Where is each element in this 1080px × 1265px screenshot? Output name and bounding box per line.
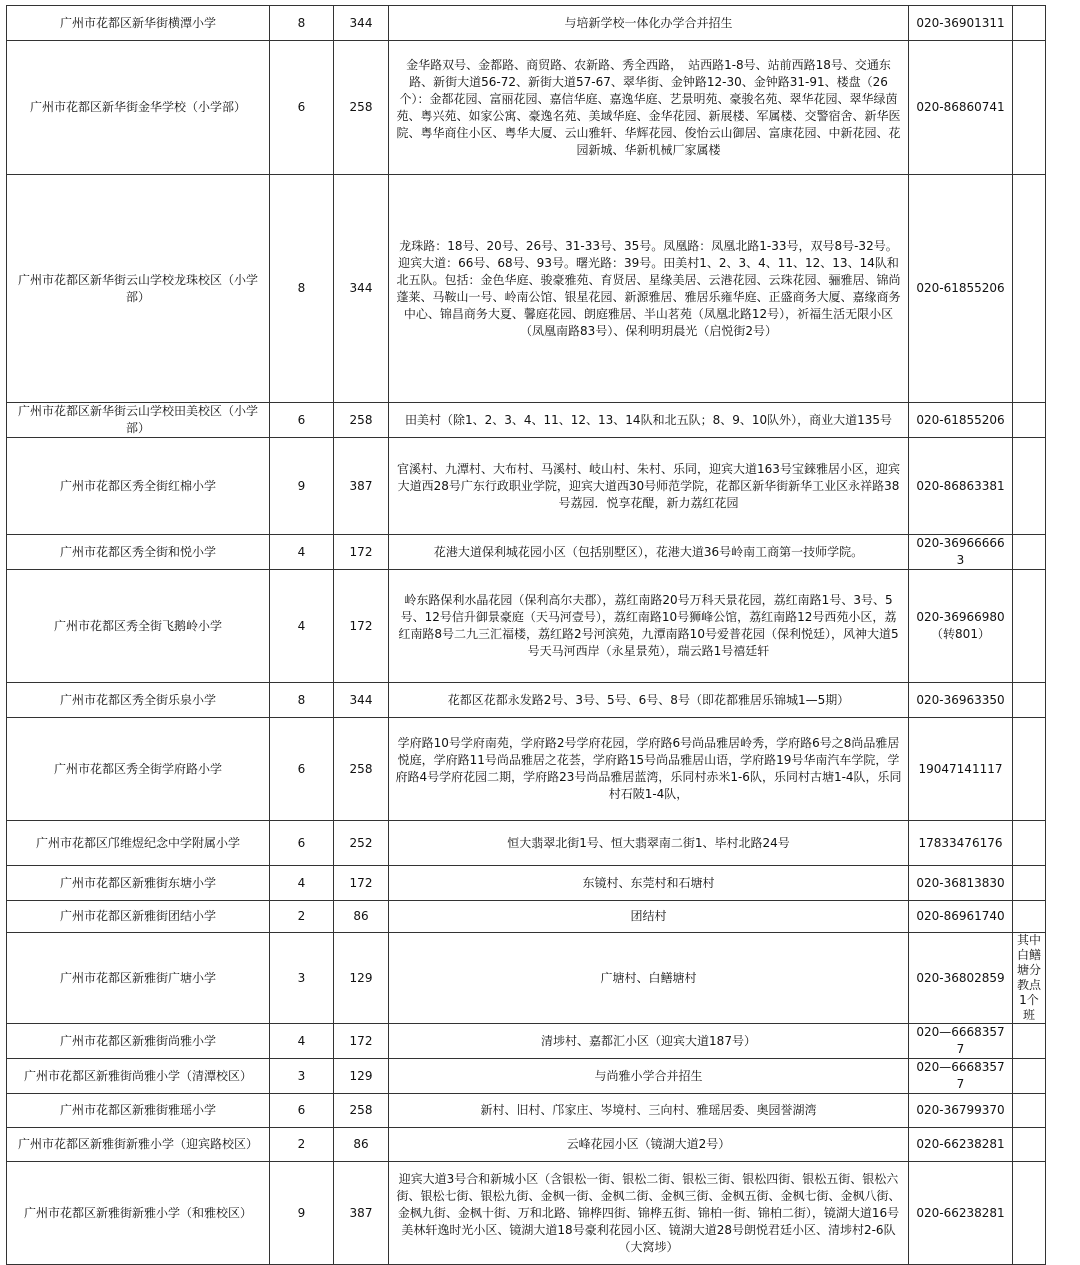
class-count-cell: 3 xyxy=(270,1059,334,1094)
note-cell xyxy=(1013,570,1046,683)
note-cell xyxy=(1013,1059,1046,1094)
enrollment-area-cell: 清埗村、嘉都汇小区（迎宾大道187号） xyxy=(389,1024,909,1059)
table-row xyxy=(7,683,1046,718)
student-count-cell: 258 xyxy=(334,403,389,438)
note-cell xyxy=(1013,1024,1046,1059)
note-cell xyxy=(1013,6,1046,41)
table-row xyxy=(7,535,1046,570)
note-cell xyxy=(1013,901,1046,933)
phone-cell: 020-86961740 xyxy=(909,901,1013,933)
student-count-cell: 172 xyxy=(334,535,389,570)
table-row xyxy=(7,6,1046,41)
phone-cell: 020—66683577 xyxy=(909,1024,1013,1059)
enrollment-area-cell: 与培新学校一体化办学合并招生 xyxy=(389,6,909,41)
phone-cell: 020-66238281 xyxy=(909,1128,1013,1162)
table-row xyxy=(7,933,1046,1024)
school-name-cell: 广州市花都区新雅街新雅小学（和雅校区） xyxy=(7,1162,270,1265)
enrollment-area-cell: 花都区花都永发路2号、3号、5号、6号、8号（即花都雅居乐锦城1—5期） xyxy=(389,683,909,718)
enrollment-area-cell: 恒大翡翠北街1号、恒大翡翠南二街1、毕村北路24号 xyxy=(389,821,909,866)
student-count-cell: 86 xyxy=(334,1128,389,1162)
phone-cell: 020-36813830 xyxy=(909,866,1013,901)
table-row xyxy=(7,1128,1046,1162)
student-count-cell: 258 xyxy=(334,41,389,175)
enrollment-area-cell: 学府路10号学府南苑，学府路2号学府花园，学府路6号尚品雅居岭秀，学府路6号之8尚品雅居悦庭，学府路11号尚品雅居之花荟，学府路15号尚品雅居山语，学府路19号华南汽车学院，学府路4号学府花园二期，学府路23号尚品雅居蓝湾，乐同村赤米1-6队，乐同村古塘1-4队，乐同村石陂1-4队， xyxy=(389,718,909,821)
class-count-cell: 4 xyxy=(270,866,334,901)
enrollment-area-cell: 与尚雅小学合并招生 xyxy=(389,1059,909,1094)
school-enrollment-table xyxy=(6,5,1046,1265)
school-name-cell: 广州市花都区秀全街乐泉小学 xyxy=(7,683,270,718)
table-row xyxy=(7,901,1046,933)
enrollment-area-cell: 岭东路保利水晶花园（保利高尔夫郡），荔红南路20号万科天景花园，荔红南路1号、3号、5号、12号信升御景豪庭（天马河壹号），荔红南路10号狮峰公馆，荔红南路12号西苑小区，荔红南路8号二九三汇福楼，荔红路2号河滨苑，九潭南路10号爱普花园（保利悦廷），风神大道5号天马河西岸（永星景苑），瑞云路1号禧廷轩 xyxy=(389,570,909,683)
table-row xyxy=(7,1094,1046,1128)
student-count-cell: 387 xyxy=(334,438,389,535)
class-count-cell: 8 xyxy=(270,6,334,41)
student-count-cell: 344 xyxy=(334,683,389,718)
school-name-cell: 广州市花都区新华街横潭小学 xyxy=(7,6,270,41)
class-count-cell: 2 xyxy=(270,1128,334,1162)
phone-cell: 020-369666663 xyxy=(909,535,1013,570)
student-count-cell: 172 xyxy=(334,866,389,901)
class-count-cell: 4 xyxy=(270,1024,334,1059)
phone-cell: 19047141117 xyxy=(909,718,1013,821)
class-count-cell: 9 xyxy=(270,438,334,535)
school-name-cell: 广州市花都区新雅街尚雅小学（清潭校区） xyxy=(7,1059,270,1094)
phone-cell: 020-86860741 xyxy=(909,41,1013,175)
class-count-cell: 4 xyxy=(270,535,334,570)
school-name-cell: 广州市花都区新雅街尚雅小学 xyxy=(7,1024,270,1059)
student-count-cell: 344 xyxy=(334,175,389,403)
enrollment-area-cell: 东镜村、东莞村和石塘村 xyxy=(389,866,909,901)
phone-cell: 020-61855206 xyxy=(909,175,1013,403)
student-count-cell: 172 xyxy=(334,570,389,683)
table-row xyxy=(7,718,1046,821)
phone-cell: 020-66238281 xyxy=(909,1162,1013,1265)
note-cell xyxy=(1013,175,1046,403)
phone-cell: 020-36966980（转801） xyxy=(909,570,1013,683)
student-count-cell: 86 xyxy=(334,901,389,933)
note-cell xyxy=(1013,683,1046,718)
enrollment-area-cell: 迎宾大道3号合和新城小区（含银松一街、银松二街、银松三街、银松四街、银松五街、银松六街、银松七街、银松九街、金枫一街、金枫二街、金枫三街、金枫五街、金枫七街、金枫八街、金枫九街、金枫十街、万和北路、锦桦四街、锦桦五街、锦柏一街、锦柏二街），镜湖大道16号美林轩逸时光小区、镜湖大道18号豪利花园小区、镜湖大道28号朗悦君廷小区、清埗村2-6队（大窝埗） xyxy=(389,1162,909,1265)
phone-cell: 020-36901311 xyxy=(909,6,1013,41)
school-name-cell: 广州市花都区新华街云山学校龙珠校区（小学部） xyxy=(7,175,270,403)
class-count-cell: 8 xyxy=(270,683,334,718)
table-row xyxy=(7,821,1046,866)
student-count-cell: 258 xyxy=(334,718,389,821)
class-count-cell: 6 xyxy=(270,1094,334,1128)
table-row xyxy=(7,866,1046,901)
school-name-cell: 广州市花都区新雅街团结小学 xyxy=(7,901,270,933)
table-row xyxy=(7,1162,1046,1265)
school-name-cell: 广州市花都区新华街金华学校（小学部） xyxy=(7,41,270,175)
school-name-cell: 广州市花都区新雅街东塘小学 xyxy=(7,866,270,901)
note-cell xyxy=(1013,821,1046,866)
student-count-cell: 387 xyxy=(334,1162,389,1265)
student-count-cell: 258 xyxy=(334,1094,389,1128)
class-count-cell: 8 xyxy=(270,175,334,403)
enrollment-area-cell: 广塘村、白鳝塘村 xyxy=(389,933,909,1024)
table-row xyxy=(7,1024,1046,1059)
note-cell xyxy=(1013,41,1046,175)
table-row xyxy=(7,175,1046,403)
class-count-cell: 9 xyxy=(270,1162,334,1265)
class-count-cell: 6 xyxy=(270,821,334,866)
enrollment-area-cell: 花港大道保利城花园小区（包括别墅区），花港大道36号岭南工商第一技师学院。 xyxy=(389,535,909,570)
enrollment-area-cell: 金华路双号、金都路、商贸路、农新路、秀全西路， 站西路1-8号、站前西路18号、交通东路、新街大道56-72、新街大道57-67、翠华街、金钟路12-30、金钟路31-91、楼盘（26个）：金都花园、富丽花园、嘉信华庭、嘉逸华庭、艺景明苑、豪骏名苑、翠华花园、翠华绿茵苑、粤兴苑、如家公寓、豪逸名苑、美域华庭、金华花园、新展楼、军属楼、交警宿舍、新华医院、粤华商住小区、粤华大厦、云山雅轩、华辉花园、俊怡云山御居、富康花园、中新花园、花园新城、华新机械厂家属楼 xyxy=(389,41,909,175)
class-count-cell: 6 xyxy=(270,403,334,438)
class-count-cell: 3 xyxy=(270,933,334,1024)
school-name-cell: 广州市花都区秀全街和悦小学 xyxy=(7,535,270,570)
class-count-cell: 4 xyxy=(270,570,334,683)
note-cell: 其中白鳝塘分教点1个班 xyxy=(1013,933,1046,1024)
table-row xyxy=(7,570,1046,683)
school-name-cell: 广州市花都区秀全街红棉小学 xyxy=(7,438,270,535)
school-name-cell: 广州市花都区新华街云山学校田美校区（小学部） xyxy=(7,403,270,438)
table-row xyxy=(7,403,1046,438)
table-row xyxy=(7,1059,1046,1094)
enrollment-area-cell: 新村、旧村、邝家庄、岑境村、三向村、雅瑶居委、奥园誉湖湾 xyxy=(389,1094,909,1128)
school-name-cell: 广州市花都区秀全街学府路小学 xyxy=(7,718,270,821)
phone-cell: 020-36802859 xyxy=(909,933,1013,1024)
school-name-cell: 广州市花都区邝维煜纪念中学附属小学 xyxy=(7,821,270,866)
table-row xyxy=(7,41,1046,175)
note-cell xyxy=(1013,535,1046,570)
class-count-cell: 6 xyxy=(270,41,334,175)
school-name-cell: 广州市花都区秀全街飞鹅岭小学 xyxy=(7,570,270,683)
note-cell xyxy=(1013,1162,1046,1265)
note-cell xyxy=(1013,1128,1046,1162)
phone-cell: 17833476176 xyxy=(909,821,1013,866)
enrollment-area-cell: 龙珠路：18号、20号、26号、31-33号、35号。凤凰路：凤凰北路1-33号，双号8号-32号。迎宾大道：66号、68号、93号。曙光路：39号。田美村1、2、3、4、11、12、13、14队和北五队。包括：金色华庭、骏豪雅苑、育贤居、星缘美居、云港花园、云珠花园、骊雅居、锦尚蓬莱、马鞍山一号、岭南公馆、银星花园、新源雅居、雅居乐雍华庭、正盛商务大厦、嘉缘商务中心、锦昌商务大夏、馨庭花园、朗庭雅居、半山茗苑（凤凰北路12号），祈福生活无限小区（凤凰南路83号）、保利明玥晨光（启悦街2号） xyxy=(389,175,909,403)
school-name-cell: 广州市花都区新雅街新雅小学（迎宾路校区） xyxy=(7,1128,270,1162)
phone-cell: 020-36799370 xyxy=(909,1094,1013,1128)
note-cell xyxy=(1013,866,1046,901)
enrollment-area-cell: 团结村 xyxy=(389,901,909,933)
phone-cell: 020-86863381 xyxy=(909,438,1013,535)
table-row xyxy=(7,438,1046,535)
class-count-cell: 6 xyxy=(270,718,334,821)
phone-cell: 020—66683577 xyxy=(909,1059,1013,1094)
student-count-cell: 129 xyxy=(334,1059,389,1094)
student-count-cell: 129 xyxy=(334,933,389,1024)
student-count-cell: 172 xyxy=(334,1024,389,1059)
class-count-cell: 2 xyxy=(270,901,334,933)
student-count-cell: 252 xyxy=(334,821,389,866)
phone-cell: 020-61855206 xyxy=(909,403,1013,438)
enrollment-area-cell: 官溪村、九潭村、大布村、马溪村、岐山村、朱村、乐同，迎宾大道163号宝錸雅居小区，迎宾大道西28号广东行政职业学院，迎宾大道西30号师范学院，花都区新华街新华工业区永祥路38号荔园．悦享花醍，新力荔红花园 xyxy=(389,438,909,535)
note-cell xyxy=(1013,718,1046,821)
note-cell xyxy=(1013,403,1046,438)
student-count-cell: 344 xyxy=(334,6,389,41)
enrollment-area-cell: 云峰花园小区（镜湖大道2号） xyxy=(389,1128,909,1162)
note-cell xyxy=(1013,438,1046,535)
phone-cell: 020-36963350 xyxy=(909,683,1013,718)
school-name-cell: 广州市花都区新雅街广塘小学 xyxy=(7,933,270,1024)
school-name-cell: 广州市花都区新雅街雅瑶小学 xyxy=(7,1094,270,1128)
enrollment-area-cell: 田美村（除1、2、3、4、11、12、13、14队和北五队；8、9、10队外），商业大道135号 xyxy=(389,403,909,438)
note-cell xyxy=(1013,1094,1046,1128)
